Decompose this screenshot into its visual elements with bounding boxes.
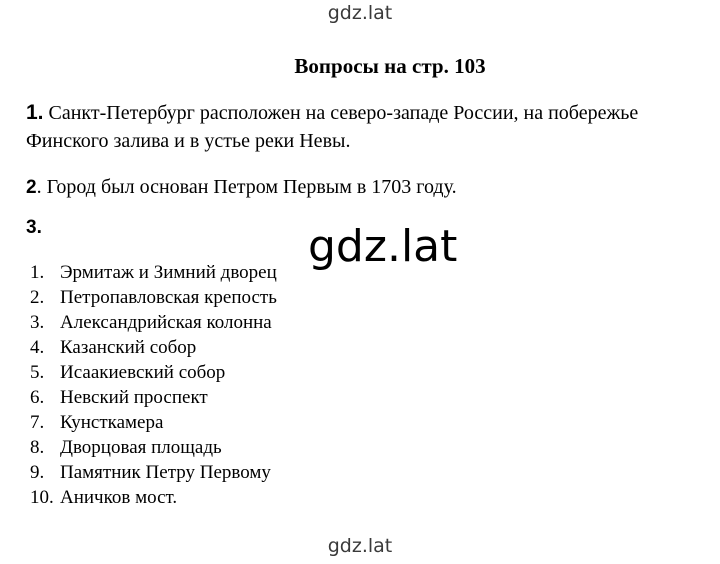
watermark-center: gdz.lat <box>308 221 458 272</box>
list-item-text: Александрийская колонна <box>60 312 272 333</box>
answer-2-text: . Город был основан Петром Первым в 1703 году. <box>36 176 457 198</box>
list-item <box>30 385 277 410</box>
answer-2-number: 2 <box>26 177 37 198</box>
list-item-text: Аничков мост. <box>60 487 178 508</box>
list-item-text: Памятник Петру Первому <box>60 462 271 483</box>
list-item-number: 9. <box>30 462 45 483</box>
list-item-number: 1. <box>30 262 45 283</box>
list-item-number: 2. <box>30 287 45 308</box>
list-item-number: 10. <box>30 487 54 508</box>
landmarks-list <box>30 260 277 510</box>
list-item-text: Казанский собор <box>60 337 197 358</box>
list-item-number: 3. <box>30 312 45 333</box>
watermark-bottom: gdz.lat <box>327 535 393 557</box>
list-item-text: Невский проспект <box>60 387 208 408</box>
answer-3-number: 3. <box>26 217 42 238</box>
list-item <box>30 335 277 360</box>
list-item <box>30 460 277 485</box>
list-item <box>30 485 277 510</box>
page-title: Вопросы на стр. 103 <box>294 54 486 78</box>
answer-1-number: 1. <box>26 101 44 124</box>
answer-1-text: Санкт-Петербург расположен на северо-западе России, на побережье Финского залива и в устье реки Невы. <box>26 102 639 152</box>
list-item-text: Кунсткамера <box>60 412 164 433</box>
list-item-text: Исаакиевский собор <box>60 362 226 383</box>
list-item <box>30 360 277 385</box>
answer-2 <box>26 173 716 202</box>
list-item <box>30 285 277 310</box>
list-item <box>30 410 277 435</box>
list-item-text: Эрмитаж и Зимний дворец <box>60 262 277 283</box>
list-item-number: 7. <box>30 412 45 433</box>
list-item-number: 4. <box>30 337 45 358</box>
list-item-text: Дворцовая площадь <box>60 437 222 458</box>
watermark-top: gdz.lat <box>327 2 393 24</box>
list-item <box>30 435 277 460</box>
list-item-number: 8. <box>30 437 45 458</box>
list-item-number: 5. <box>30 362 45 383</box>
list-item-text: Петропавловская крепость <box>60 287 277 308</box>
list-item <box>30 310 277 335</box>
list-item-number: 6. <box>30 387 45 408</box>
answer-1 <box>26 99 716 155</box>
list-item <box>30 260 277 285</box>
